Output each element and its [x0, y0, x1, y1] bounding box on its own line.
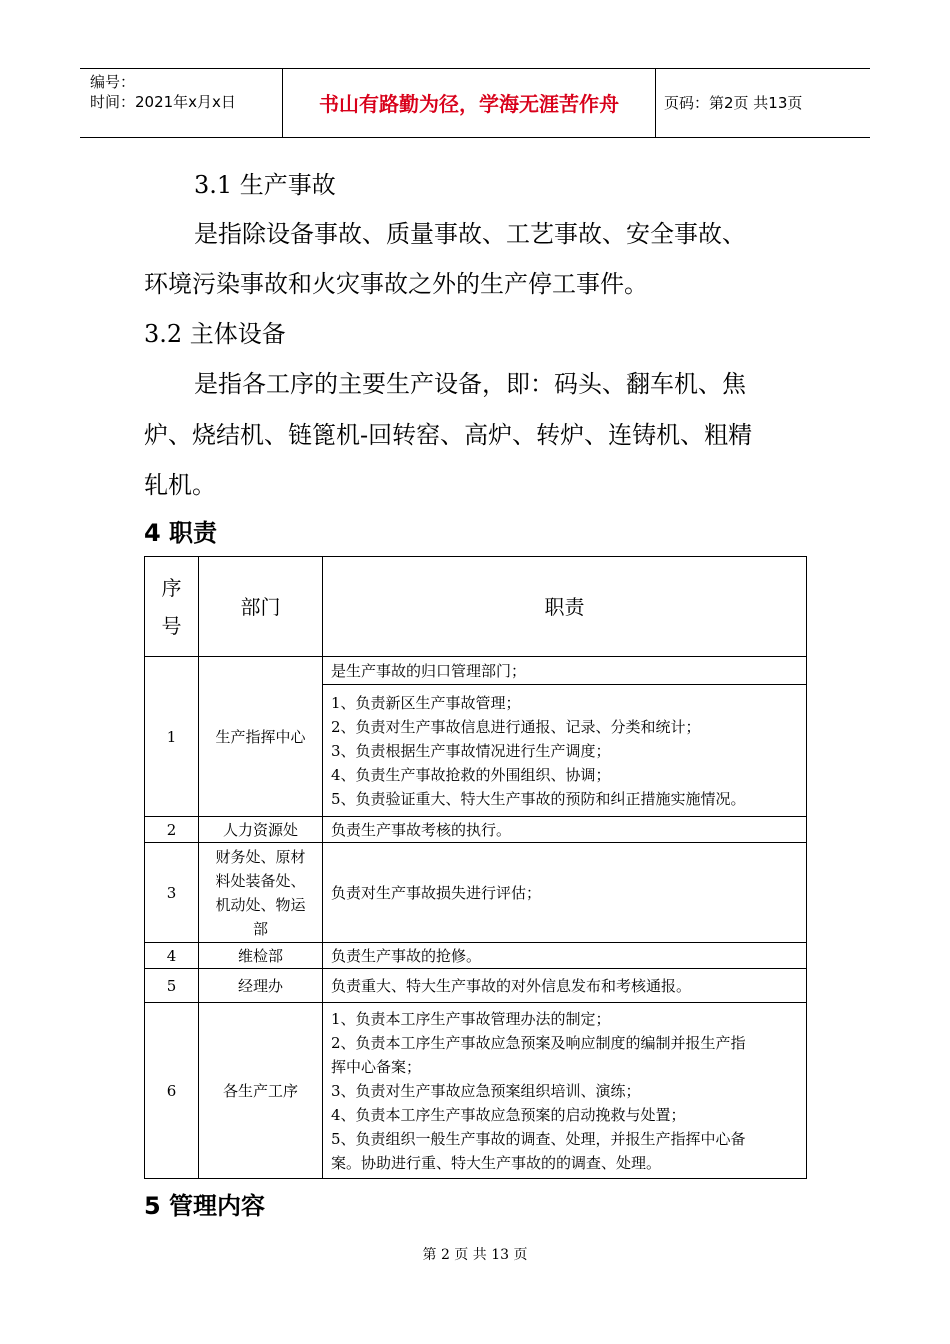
row-duty: 负责生产事故的抢修。 — [323, 943, 807, 969]
duty-line: 1、负责本工序生产事故管理办法的制定； — [331, 1009, 611, 1028]
dept-line: 部 — [252, 919, 268, 938]
row-seq: 5 — [145, 969, 199, 1003]
section-3-1-line-2: 环境污染事故和火灾事故之外的生产停工事件。 — [144, 270, 648, 298]
table-row — [145, 1003, 807, 1179]
duty-item: 1、负责新区生产事故管理； — [331, 693, 521, 712]
row-seq: 4 — [145, 943, 199, 969]
duty-table — [144, 556, 807, 1179]
motto-text: 书山有路勤为径，学海无涯苦作舟 — [319, 92, 619, 116]
header-dept: 部门 — [199, 557, 323, 657]
page-footer: 第 2 页 共 13 页 — [422, 1247, 528, 1263]
row-dept: 生产指挥中心 — [199, 657, 323, 817]
row-dept: 维检部 — [199, 943, 323, 969]
dept-line: 料处装备处、 — [215, 871, 306, 890]
header-duty: 职责 — [323, 557, 807, 657]
row-duty-lead: 是生产事故的归口管理部门； — [323, 657, 807, 685]
header-page-cell — [656, 69, 870, 137]
table-header-row — [145, 557, 807, 657]
section-3-2-line-1: 是指各工序的主要生产设备，即：码头、翻车机、焦 — [194, 370, 746, 398]
section-5-heading: 5 管理内容 — [144, 1192, 266, 1220]
row-duty: 负责生产事故考核的执行。 — [323, 817, 807, 843]
row-duty: 负责对生产事故损失进行评估； — [323, 843, 807, 943]
dept-line: 机动处、物运 — [215, 895, 306, 914]
row-dept: 经理办 — [199, 969, 323, 1003]
row-duty: 负责重大、特大生产事故的对外信息发布和考核通报。 — [323, 969, 807, 1003]
row-seq: 6 — [145, 1003, 199, 1179]
row-dept — [199, 843, 323, 943]
row-seq: 3 — [145, 843, 199, 943]
row-seq: 1 — [145, 657, 199, 817]
table-row — [145, 969, 807, 1003]
serial-label: 编号： — [90, 73, 136, 91]
table-row — [145, 817, 807, 843]
table-row — [145, 843, 807, 943]
duty-line: 3、负责对生产事故应急预案组织培训、演练； — [331, 1081, 641, 1100]
time-label: 时间：2021年x月x日 — [90, 93, 236, 111]
section-3-2-line-3: 轧机。 — [144, 471, 216, 499]
duty-line: 5、负责组织一般生产事故的调查、处理，并报生产指挥中心备 — [331, 1129, 746, 1148]
section-3-1-title: 3.1 生产事故 — [194, 171, 336, 199]
header-seq — [145, 557, 199, 657]
page-header — [80, 68, 870, 138]
duty-line: 挥中心备案； — [331, 1057, 422, 1076]
table-row — [145, 657, 807, 685]
dept-line: 财务处、原材 — [215, 847, 306, 866]
row-seq: 2 — [145, 817, 199, 843]
header-meta-cell — [80, 69, 283, 137]
row-duty-list — [323, 1003, 807, 1179]
row-dept: 人力资源处 — [199, 817, 323, 843]
section-3-1-line-1: 是指除设备事故、质量事故、工艺事故、安全事故、 — [194, 220, 746, 248]
row-dept: 各生产工序 — [199, 1003, 323, 1179]
duty-item: 5、负责验证重大、特大生产事故的预防和纠正措施实施情况。 — [331, 789, 746, 808]
header-motto-cell — [283, 69, 656, 137]
section-3-2-line-2: 炉、烧结机、链篦机-回转窑、高炉、转炉、连铸机、粗精 — [144, 421, 753, 449]
duty-item: 4、负责生产事故抢救的外围组织、协调； — [331, 765, 611, 784]
row-duty-list — [323, 685, 807, 817]
header-page-number: 页码：第2页 共13页 — [664, 94, 803, 112]
duty-line: 2、负责本工序生产事故应急预案及响应制度的编制并报生产指 — [331, 1033, 746, 1052]
duty-line: 案。协助进行重、特大生产事故的的调查、处理。 — [331, 1153, 662, 1172]
duty-item: 3、负责根据生产事故情况进行生产调度； — [331, 741, 611, 760]
header-seq-char-1: 序 — [161, 575, 182, 600]
duty-line: 4、负责本工序生产事故应急预案的启动挽救与处置； — [331, 1105, 686, 1124]
duty-item: 2、负责对生产事故信息进行通报、记录、分类和统计； — [331, 717, 701, 736]
header-seq-char-2: 号 — [161, 613, 182, 638]
table-row — [145, 943, 807, 969]
section-3-2-title: 3.2 主体设备 — [144, 320, 286, 348]
section-4-heading: 4 职责 — [144, 519, 218, 547]
